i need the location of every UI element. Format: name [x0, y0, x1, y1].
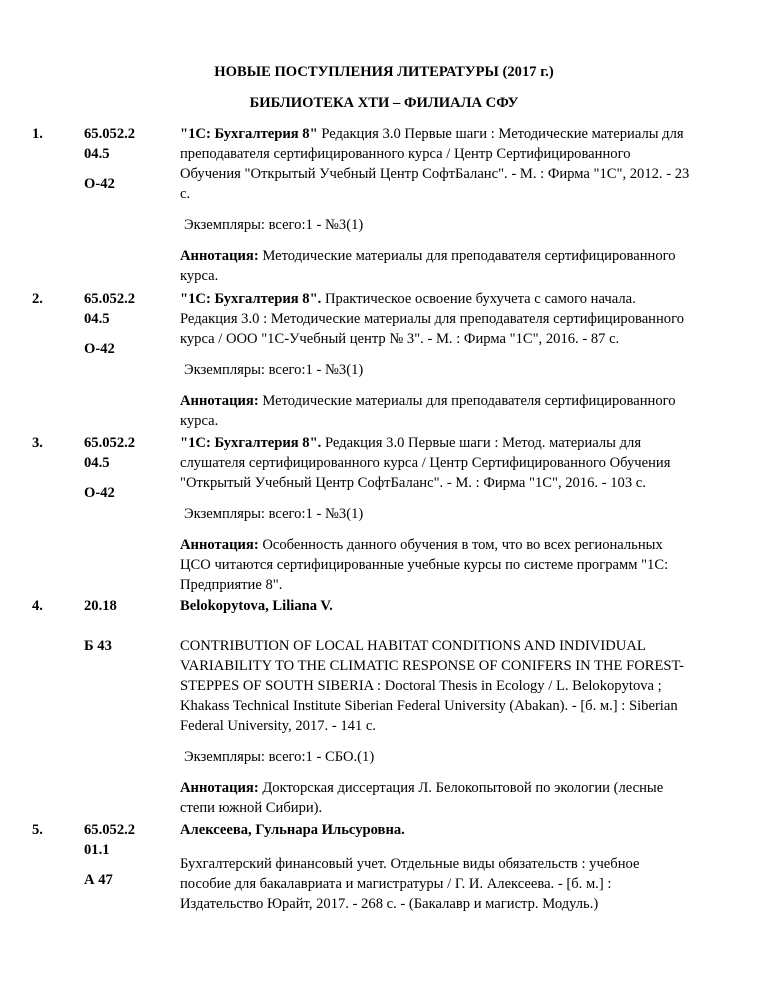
- code-line: 04.5: [84, 311, 110, 327]
- cutter-code: Б 43: [84, 638, 112, 654]
- entry-description: [180, 289, 705, 349]
- annotation-text: курса.: [180, 268, 219, 284]
- entry-body: [180, 124, 705, 286]
- annotation-text: Методические материалы для преподавателя сертифицированного: [258, 248, 676, 264]
- entry-body: [180, 820, 705, 914]
- cutter-code: А 47: [84, 872, 113, 888]
- annotation: [180, 391, 705, 431]
- desc-text: Редакция 3.0 Первые шаги : Метод. материалы для: [321, 435, 642, 451]
- page-title: НОВЫЕ ПОСТУПЛЕНИЯ ЛИТЕРАТУРЫ (2017 г.): [214, 64, 554, 80]
- desc-text: с.: [180, 186, 191, 202]
- entry-description: [180, 636, 705, 736]
- desc-text: Federal University, 2017. - 141 с.: [180, 718, 377, 734]
- entry-title: "1С: Бухгалтерия 8".: [180, 435, 322, 451]
- desc-text: Бухгалтерский финансовый учет. Отдельные виды обязательств : учебное: [180, 856, 640, 872]
- classification-code: [84, 433, 174, 503]
- code-line: 04.5: [84, 455, 110, 471]
- annotation-label: Аннотация:: [180, 393, 259, 409]
- cutter-code: О-42: [84, 341, 115, 357]
- annotation-text: степи южной Сибири).: [180, 800, 323, 816]
- page-subtitle: БИБЛИОТЕКА ХТИ – ФИЛИАЛА СФУ: [249, 95, 519, 111]
- code-line: 65.052.2: [84, 822, 136, 838]
- desc-text: слушателя сертифицированного курса / Центр Сертифицированного Обучения: [180, 455, 671, 471]
- entry-number: 1.: [32, 126, 43, 142]
- entry-number: 5.: [32, 822, 43, 838]
- code-line: 04.5: [84, 146, 110, 162]
- desc-text: Издательство Юрайт, 2017. - 268 с. - (Бакалавр и магистр. Модуль.): [180, 896, 599, 912]
- cutter-code: О-42: [84, 176, 115, 192]
- code-line: 01.1: [84, 842, 110, 858]
- entry-body: [180, 289, 705, 431]
- desc-text: пособие для бакалавриата и магистратуры / Г. И. Алексеева. - [б. м.] :: [180, 876, 612, 892]
- annotation-text: Предприятие 8".: [180, 577, 283, 593]
- entry-body: [180, 596, 705, 818]
- entry-number: 3.: [32, 435, 43, 451]
- entry-author: Belokopytova, Liliana V.: [180, 598, 333, 614]
- desc-text: Khakass Technical Institute Siberian Federal University (Abakan). - [б. м.] : Siberian: [180, 698, 678, 714]
- copies-info: Экземпляры: всего:1 - №3(1): [184, 362, 364, 378]
- annotation-label: Аннотация:: [180, 537, 259, 553]
- classification-code: [84, 596, 174, 656]
- code-line: 65.052.2: [84, 291, 136, 307]
- annotation: [180, 535, 705, 595]
- desc-text: преподавателя сертифицированного курса / Центр Сертифицированного: [180, 146, 631, 162]
- annotation-text: Докторская диссертация Л. Белокопытовой по экологии (лесные: [258, 780, 664, 796]
- classification-code: [84, 289, 174, 359]
- entry-title: "1С: Бухгалтерия 8".: [180, 291, 322, 307]
- entry-description: [180, 854, 705, 914]
- entry-description: [180, 433, 705, 493]
- entry-number: 2.: [32, 291, 43, 307]
- annotation-text: Методические материалы для преподавателя сертифицированного: [258, 393, 676, 409]
- copies-info: Экземпляры: всего:1 - №3(1): [184, 506, 364, 522]
- desc-text: Обучения "Открытый Учебный Центр СофтБаланс". - М. : Фирма "1С", 2012. - 23: [180, 166, 690, 182]
- annotation-label: Аннотация:: [180, 780, 259, 796]
- desc-text: Практическое освоение бухучета с самого начала.: [321, 291, 636, 307]
- classification-code: [84, 820, 174, 890]
- desc-text: "Открытый Учебный Центр СофтБаланс". - М. : Фирма "1С", 2016. - 103 с.: [180, 475, 646, 491]
- entry-author: Алексеева, Гульнара Ильсуровна.: [180, 822, 405, 838]
- annotation-label: Аннотация:: [180, 248, 259, 264]
- desc-text: VARIABILITY TO THE CLIMATIC RESPONSE OF CONIFERS IN THE FOREST-: [180, 658, 684, 674]
- entry-number: 4.: [32, 598, 43, 614]
- annotation-text: курса.: [180, 413, 219, 429]
- copies-info: Экземпляры: всего:1 - СБО.(1): [184, 749, 375, 765]
- desc-text: CONTRIBUTION OF LOCAL HABITAT CONDITIONS AND INDIVIDUAL: [180, 638, 646, 654]
- annotation-text: Особенность данного обучения в том, что во всех региональных: [258, 537, 663, 553]
- code-line: 65.052.2: [84, 435, 136, 451]
- annotation-text: ЦСО читаются сертифицированные учебные курсы по системе программ "1С:: [180, 557, 669, 573]
- copies-info: Экземпляры: всего:1 - №3(1): [184, 217, 364, 233]
- desc-text: Редакция 3.0 Первые шаги : Методические материалы для: [317, 126, 684, 142]
- entry-description: [180, 124, 705, 204]
- entry-title: "1С: Бухгалтерия 8": [180, 126, 318, 142]
- code-line: 20.18: [84, 598, 117, 614]
- desc-text: STEPPES OF SOUTH SIBERIA : Doctoral Thesis in Ecology / L. Belokopytova ;: [180, 678, 662, 694]
- desc-text: курса / ООО "1С-Учебный центр № 3". - М. : Фирма "1С", 2016. - 87 с.: [180, 331, 620, 347]
- annotation: [180, 778, 705, 818]
- code-line: 65.052.2: [84, 126, 136, 142]
- annotation: [180, 246, 705, 286]
- desc-text: Редакция 3.0 : Методические материалы для преподавателя сертифицированного: [180, 311, 685, 327]
- cutter-code: О-42: [84, 485, 115, 501]
- classification-code: [84, 124, 174, 194]
- entry-body: [180, 433, 705, 595]
